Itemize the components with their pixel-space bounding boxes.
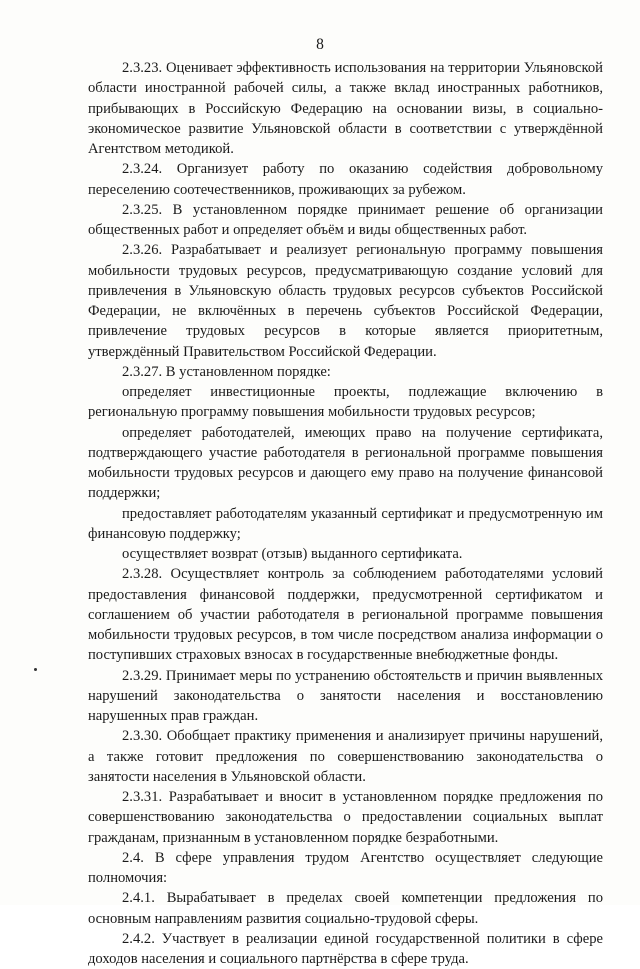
- paragraph-2-3-24: 2.3.24. Организует работу по оказанию содействия добровольному переселению соотечественников, проживающих за рубежом.: [88, 161, 603, 198]
- page-number: 8: [316, 36, 324, 53]
- margin-dot: [34, 668, 37, 671]
- paragraph-2-3-31: 2.3.31. Разрабатывает и вносит в установленном порядке предложения по совершенствованию законодательства о предоставлении социальных выплат гражданам, признанным в установленном порядке безработными.: [88, 789, 603, 846]
- paragraph-2-4-2: 2.4.2. Участвует в реализации единой государственной политики в сфере доходов населения и социального партнёрства в сфере труда.: [88, 930, 603, 967]
- paragraph-2-4: 2.4. В сфере управления трудом Агентство осуществляет следующие полномочия:: [88, 849, 603, 886]
- list-item-investment-projects: определяет инвестиционные проекты, подлежащие включению в региональную программу повышения мобильности трудовых ресурсов;: [88, 384, 603, 421]
- paragraph-2-3-27: 2.3.27. В установленном порядке:: [122, 363, 331, 380]
- paragraph-2-3-29: 2.3.29. Принимает меры по устранению обстоятельств и причин выявленных нарушений законодательства о занятости населения и восстановлению нарушенных прав граждан.: [88, 667, 603, 724]
- paragraph-2-3-26: 2.3.26. Разрабатывает и реализует региональную программу повышения мобильности трудовых ресурсов, предусматривающую создание условий для привлечения в Ульяновскую область трудовых ресурсов субъектов Российской Федерации, не включённых в перечень субъектов Российской Федерации, привлечение трудовых ресурсов в которые является приоритетным, утверждённый Правительством Российской Федерации.: [88, 242, 603, 360]
- paragraph-2-3-28: 2.3.28. Осуществляет контроль за соблюдением работодателями условий предоставления финансовой поддержки, предусмотренной сертификатом и соглашением об участии работодателя в региональной программе повышения мобильности трудовых ресурсов, в том числе посредством анализа информации о поступивших страховых взносах в государственные внебюджетные фонды.: [88, 566, 603, 664]
- paragraph-2-3-23: 2.3.23. Оценивает эффективность использования на территории Ульяновской области иностранной рабочей силы, а также вклад иностранных работников, прибывающих в Российскую Федерацию на основании визы, в социально-экономическое развитие Ульяновской области в соответствии с утверждённой Агентством методикой.: [88, 60, 603, 157]
- list-item-certificate-provision: предоставляет работодателям указанный сертификат и предусмотренную им финансовую поддержку;: [88, 505, 603, 542]
- list-item-employers: определяет работодателей, имеющих право на получение сертификата, подтверждающего участие работодателя в региональной программе повышения мобильности трудовых ресурсов и дающего ему право на получение финансовой поддержки;: [88, 424, 603, 502]
- document-body: [88, 58, 603, 969]
- paragraph-2-3-25: 2.3.25. В установленном порядке принимает решение об организации общественных работ и определяет объём и виды общественных работ.: [88, 201, 603, 238]
- list-item-certificate-revocation: осуществляет возврат (отзыв) выданного сертификата.: [122, 546, 463, 562]
- paragraph-2-3-30: 2.3.30. Обобщает практику применения и анализирует причины нарушений, а также готовит предложения по совершенствованию законодательства о занятости населения в Ульяновской области.: [88, 728, 603, 785]
- paragraph-2-4-1: 2.4.1. Вырабатывает в пределах своей компетенции предложения по основным направлениям развития социально-трудовой сферы.: [88, 890, 603, 927]
